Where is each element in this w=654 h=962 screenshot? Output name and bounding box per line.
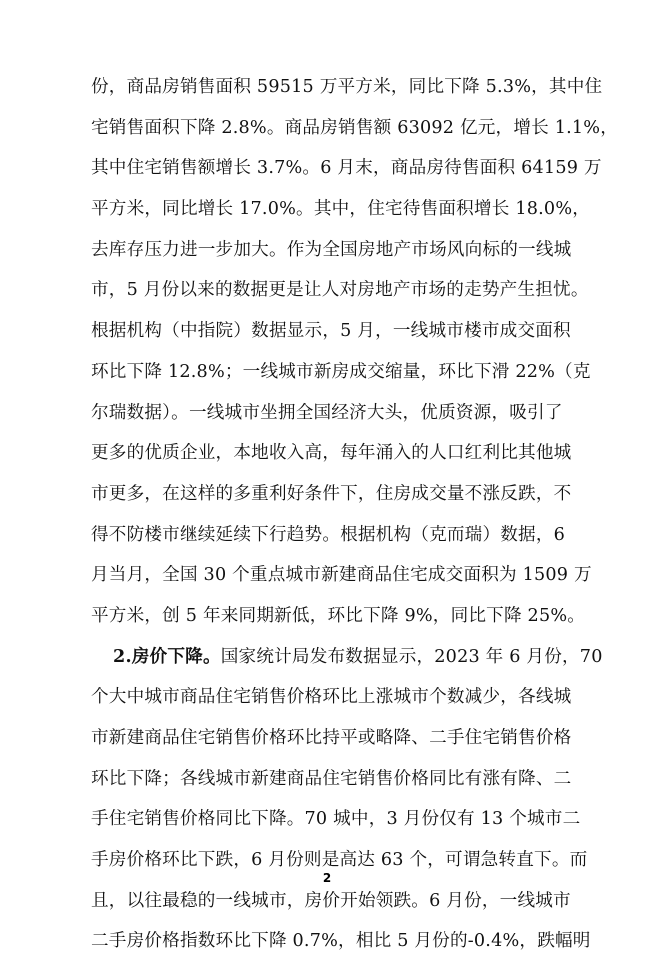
text-line: 月当月，全国 30 个重点城市新建商品住宅成交面积为 1509 万 — [91, 565, 592, 586]
body-text — [91, 67, 619, 962]
page-number: 2 — [322, 871, 332, 885]
text-line: 得不防楼市继续延续下行趋势。根据机构（克而瑞）数据，6 — [91, 524, 566, 545]
text-line: 其中住宅销售额增长 3.7%。6 月末，商品房待售面积 64159 万 — [91, 158, 602, 179]
text-line: 宅销售面积下降 2.8%。商品房销售额 63092 亿元，增长 1.1%， — [91, 117, 619, 138]
text-line: 尔瑞数据）。一线城市坐拥全国经济大头，优质资源，吸引了 — [91, 402, 563, 423]
text-line: 根据机构（中指院）数据显示，5 月，一线城市楼市成交面积 — [91, 321, 571, 342]
section-heading: 2.房价下降。 — [113, 645, 221, 667]
text-line: 二手房价格指数环比下降 0.7%，相比 5 月份的-0.4%，跌幅明 — [91, 931, 591, 952]
section-heading-line — [91, 637, 603, 678]
text-line: 个大中城市商品住宅销售价格环比上涨城市个数减少，各线城 — [91, 687, 572, 708]
text-line: 市，5 月份以来的数据更是让人对房地产市场的走势产生担忧。 — [91, 280, 589, 301]
text-line: 环比下降 12.8%；一线城市新房成交缩量，环比下滑 22%（克 — [91, 361, 591, 382]
text-line: 更多的优质企业，本地收入高，每年涌入的人口红利比其他城 — [91, 443, 572, 464]
text-line: 手住宅销售价格同比下降。70 城中，3 月份仅有 13 个城市二 — [91, 809, 581, 830]
text-line: 平方米，同比增长 17.0%。其中，住宅待售面积增长 18.0%， — [91, 199, 591, 220]
text-line: 去库存压力进一步加大。作为全国房地产市场风向标的一线城 — [91, 239, 572, 260]
text-line: 环比下降；各线城市新建商品住宅销售价格同比有涨有降、二 — [91, 768, 572, 789]
text-line: 市新建商品住宅销售价格环比持平或略降、二手住宅销售价格 — [91, 728, 572, 748]
text-line-rest: 国家统计局发布数据显示，2023 年 6 月份，70 — [220, 646, 603, 667]
text-line: 市更多，在这样的多重利好条件下，住房成交量不涨反跌，不 — [91, 483, 572, 504]
text-line: 份，商品房销售面积 59515 万平方米，同比下降 5.3%，其中住 — [91, 77, 603, 97]
text-line: 且，以往最稳的一线城市，房价开始领跌。6 月份，一线城市 — [91, 890, 571, 911]
text-line: 手房价格环比下跌，6 月份则是高达 63 个，可谓急转直下。而 — [91, 850, 588, 871]
text-line: 平方米，创 5 年来同期新低，环比下降 9%，同比下降 25%。 — [91, 605, 586, 626]
